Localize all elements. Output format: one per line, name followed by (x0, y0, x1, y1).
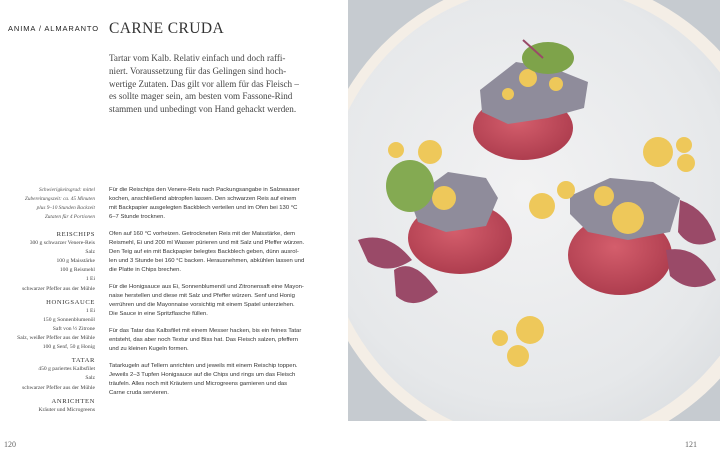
method-line: und zu kleinen Kugeln formen. (109, 346, 189, 352)
method-line: die Platte in Chips brechen. (109, 267, 182, 273)
ingredient-line: Salz, weißer Pfeffer aus der Mühle (17, 335, 95, 342)
method-line: Jeweils 2–3 Tupfen Honigsauce auf die Chips und rings um das Fleisch (109, 372, 296, 378)
honey-sauce-dot (549, 77, 563, 91)
intro-line: niert. Voraussetzung für das Gelingen sind hoch- (109, 65, 287, 76)
ingredient-line: Salz (85, 375, 95, 382)
method-line: mit Backpapier ausgelegten Backblech verteilen und im Ofen bei 130 °C (109, 205, 298, 211)
method-paragraph (109, 230, 319, 275)
method-line: Für das Tatar das Kalbsfilet mit einem Messer hacken, bis ein feines Tatar (109, 328, 302, 334)
page-number-right: 121 (685, 440, 697, 449)
method-line: Reismehl, Ei und 200 ml Wasser pürieren und mit Salz und Pfeffer würzen. (109, 240, 305, 246)
method-line: Carne cruda servieren. (109, 390, 169, 396)
ingredient-line: 450 g pariertes Kalbsfilet (38, 366, 95, 373)
ingredient-line: 300 g schwarzer Venere-Reis (29, 240, 95, 247)
page-number-left: 120 (4, 440, 16, 449)
ingredient-line: 100 g Maisstärke (56, 258, 95, 265)
ingredient-line: Kräuter und Microgreens (38, 406, 95, 413)
method-line: kochen, anschließend abtropfen lassen. Den schwarzen Reis auf einem (109, 196, 297, 202)
ingredient-line: schwarzer Pfeffer aus der Mühle (22, 285, 95, 292)
ingredient-group (0, 356, 95, 392)
ingredient-list (0, 230, 95, 419)
ingredient-group-heading: TATAR (71, 357, 95, 365)
method-line: 6–7 Stunde trocknen. (109, 214, 166, 220)
honey-sauce-dot (594, 186, 614, 206)
meta-line: Zutaten für 4 Portionen (44, 214, 95, 221)
recipe-meta (0, 186, 95, 222)
method-line: Für die Honigsauce aus Ei, Sonnenblumenöl und Zitronensaft eine Mayon- (109, 284, 304, 290)
dish-photo-illustration (348, 0, 720, 421)
ingredient-line: 1 Ei (85, 307, 95, 314)
ingredient-line: Saft von ½ Zitrone (52, 325, 95, 332)
method-line: len und 3 Stunde bei 160 °C backen. Herausnehmen, abkühlen lassen und (109, 258, 305, 264)
method-paragraph (109, 362, 319, 398)
method-line: Die Sauce in eine Spritzflasche füllen. (109, 311, 208, 317)
honey-sauce-dot (612, 202, 644, 234)
ingredient-group-heading: ANRICHTEN (51, 397, 95, 405)
meta-line: Zubereitungszeit: ca. 45 Minuten (24, 196, 95, 203)
method-text (109, 186, 319, 406)
ingredient-line: 1 Ei (85, 276, 95, 283)
ingredient-group-heading: HONIGSAUCE (46, 298, 95, 306)
method-line: naise herstellen und diese mit Salz und Pfeffer würzen. Senf und Honig (109, 293, 295, 299)
ingredient-line: 100 g Reismehl (59, 267, 95, 274)
meta-line: plus 9–10 Stunden Backzeit (36, 205, 95, 212)
method-line: verrühren und die Mayonnaise vorsichtig mit einem Spatel unterziehen. (109, 302, 295, 308)
ingredient-line: 100 g Senf, 50 g Honig (42, 344, 95, 351)
method-paragraph (109, 283, 319, 319)
method-paragraph (109, 186, 319, 222)
meta-line: Schwierigkeitsgrad: mittel (38, 187, 95, 193)
method-paragraph (109, 327, 319, 354)
intro-line: Tartar vom Kalb. Relativ einfach und doch raffi- (109, 53, 286, 63)
intro-line: es sollte mager sein, am besten vom Fassone-Rind (109, 91, 293, 102)
intro-line: wertige Zutaten. Das gilt vor allem für das Fleisch – (109, 78, 299, 89)
section-label: ANIMA / ALMARANTO (8, 24, 100, 33)
ingredient-line: schwarzer Pfeffer aus der Mühle (22, 384, 95, 391)
ingredient-group (0, 397, 95, 415)
intro-line: stammen und unbedingt von Hand gehackt werden. (109, 104, 297, 115)
ingredient-group (0, 230, 95, 294)
method-line: Den Teig auf ein mit Backpapier belegtes Backblech geben, dünn ausrol- (109, 249, 299, 255)
ingredient-line: Salz (85, 249, 95, 256)
method-line: Für die Reischips den Venere-Reis nach Packungsangabe in Salzwasser (109, 187, 300, 193)
herb-leaf-icon (386, 160, 434, 212)
ingredient-group (0, 298, 95, 353)
dish-photo (348, 0, 720, 421)
method-line: Tatarkugeln auf Tellern anrichten und jeweils mit einem Reischip toppen. (109, 363, 298, 369)
intro-text (109, 52, 315, 116)
honey-sauce-dot (519, 69, 537, 87)
ingredient-group-heading: REISCHIPS (56, 231, 95, 238)
honey-sauce-dot (432, 186, 456, 210)
method-line: entsteht, das aber noch Textur und Biss hat. Das Fleisch salzen, pfeffern (109, 337, 299, 343)
method-line: Ofen auf 160 °C vorheizen. Getrockneten Reis mit der Maisstärke, dem (109, 231, 296, 237)
ingredient-line: 150 g Sonnenblumenöl (43, 316, 95, 323)
method-line: träufeln. Alles noch mit Kräutern und Microgreens garnieren und das (109, 381, 288, 387)
recipe-title: CARNE CRUDA (109, 20, 225, 37)
honey-sauce-dot (502, 88, 514, 100)
